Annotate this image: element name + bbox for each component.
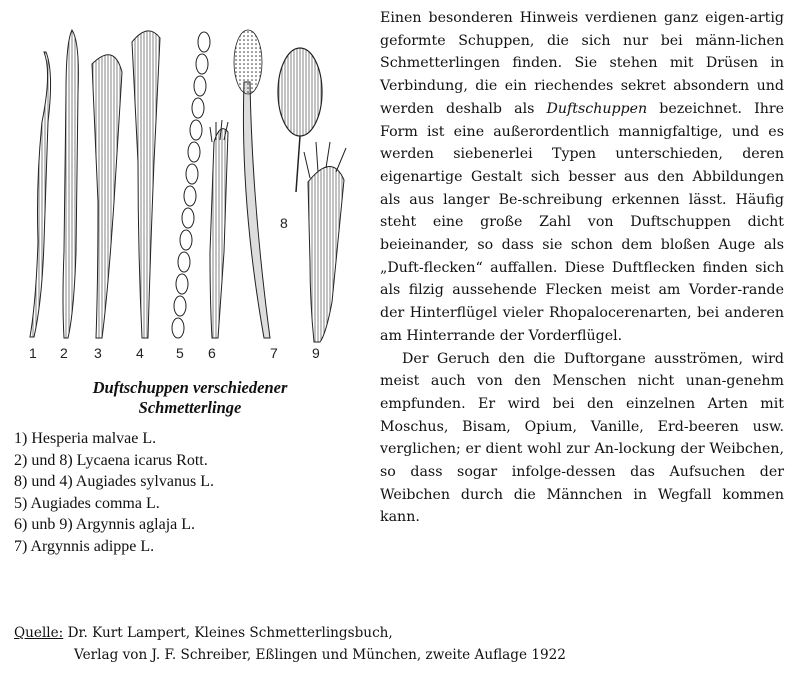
figure-number: 6: [208, 345, 216, 361]
legend-item: 7) Argynnis adippe L.: [14, 537, 155, 555]
scale-2-drawing: [63, 30, 78, 338]
scale-3-drawing: [92, 55, 122, 338]
figure-number: 7: [270, 345, 278, 361]
scale-4-drawing: [132, 31, 160, 338]
scale-9-drawing: [304, 142, 346, 342]
source-citation: [14, 622, 774, 666]
source-line-2: Verlag von J. F. Schreiber, Eßlingen und München, zweite Auflage 1922: [74, 647, 566, 663]
legend-item: 5) Augiades comma L.: [14, 494, 160, 512]
scale-6-drawing: [210, 120, 228, 338]
figure-number: 8: [280, 215, 288, 231]
caption-line: Schmetterlinge: [138, 398, 242, 417]
figure-number: 5: [176, 345, 184, 361]
scale-5-drawing: [172, 32, 210, 338]
source-line-1: Dr. Kurt Lampert, Kleines Schmetterlingsbuch,: [67, 625, 393, 641]
figure-number: 2: [60, 345, 68, 361]
legend-item: 2) und 8) Lycaena icarus Rott.: [14, 451, 208, 469]
paragraph-1-part-b: bezeichnet. Ihre Form ist eine außerordentlich mannigfaltige, und es werden siebenerlei Typen unterschieden, deren eigenartige Gestalt sich besser aus den Abbildungen als aus langer Be-schreibung erkennen lässt. Häufig steht eine große Zahl von Duftschuppen dicht beieinander, so dass sie schon dem bloßen Auge als „Duft-flecken“ auffallen. Diese Duftflecken finden sich als filzig aussehende Flecken meist am Vorder-rande der Hinterflügel vieler Rhopalocerenarten, bei anderen am Hinterrande der Vorderflügel.: [380, 100, 785, 344]
figure-number: 4: [136, 345, 144, 361]
figure-number: 3: [94, 345, 102, 361]
paragraph-1: [380, 7, 784, 348]
figure-number: 1: [29, 345, 37, 361]
legend-item: 1) Hesperia malvae L.: [14, 430, 157, 447]
paragraph-1-part-a: Einen besonderen Hinweis verdienen ganz eigen-artig geformte Schuppen, die sich nur bei männ-lichen Schmetterlingen finden. Sie stehen mit Drüsen in Verbindung, die ein riechendes sekret absondern und werden deshalb als: [380, 10, 784, 117]
figure-legend: [14, 428, 354, 558]
paragraph-2: Der Geruch den die Duftorgane ausströmen, wird meist auch von den Menschen nicht unan-genehm empfunden. Er wird bei den einzelnen Arten mit Moschus, Bisam, Opium, Vanille, Erd-beeren usw. verglichen; er dient wohl zur An-lockung der Weibchen, so dass sogar infolge-dessen das Aufsuchen der Weibchen durch die Männchen in Wegfall kommen kann.: [380, 350, 784, 526]
caption-line: Duftschuppen verschiedener: [92, 378, 288, 397]
body-text: [380, 7, 784, 529]
legend-item: 8) und 4) Augiades sylvanus L.: [14, 473, 214, 491]
scale-1-drawing: [30, 52, 51, 337]
legend-item: 6) unb 9) Argynnis aglaja L.: [14, 516, 196, 534]
scale-illustration: [14, 2, 360, 372]
source-label: Quelle:: [14, 625, 64, 641]
figure-caption: [20, 378, 360, 418]
scale-8-drawing: [278, 48, 322, 192]
emphasis-duftschuppen: Duftschuppen: [546, 100, 648, 117]
scale-7-drawing: [234, 30, 270, 338]
figure-number: 9: [312, 345, 320, 361]
